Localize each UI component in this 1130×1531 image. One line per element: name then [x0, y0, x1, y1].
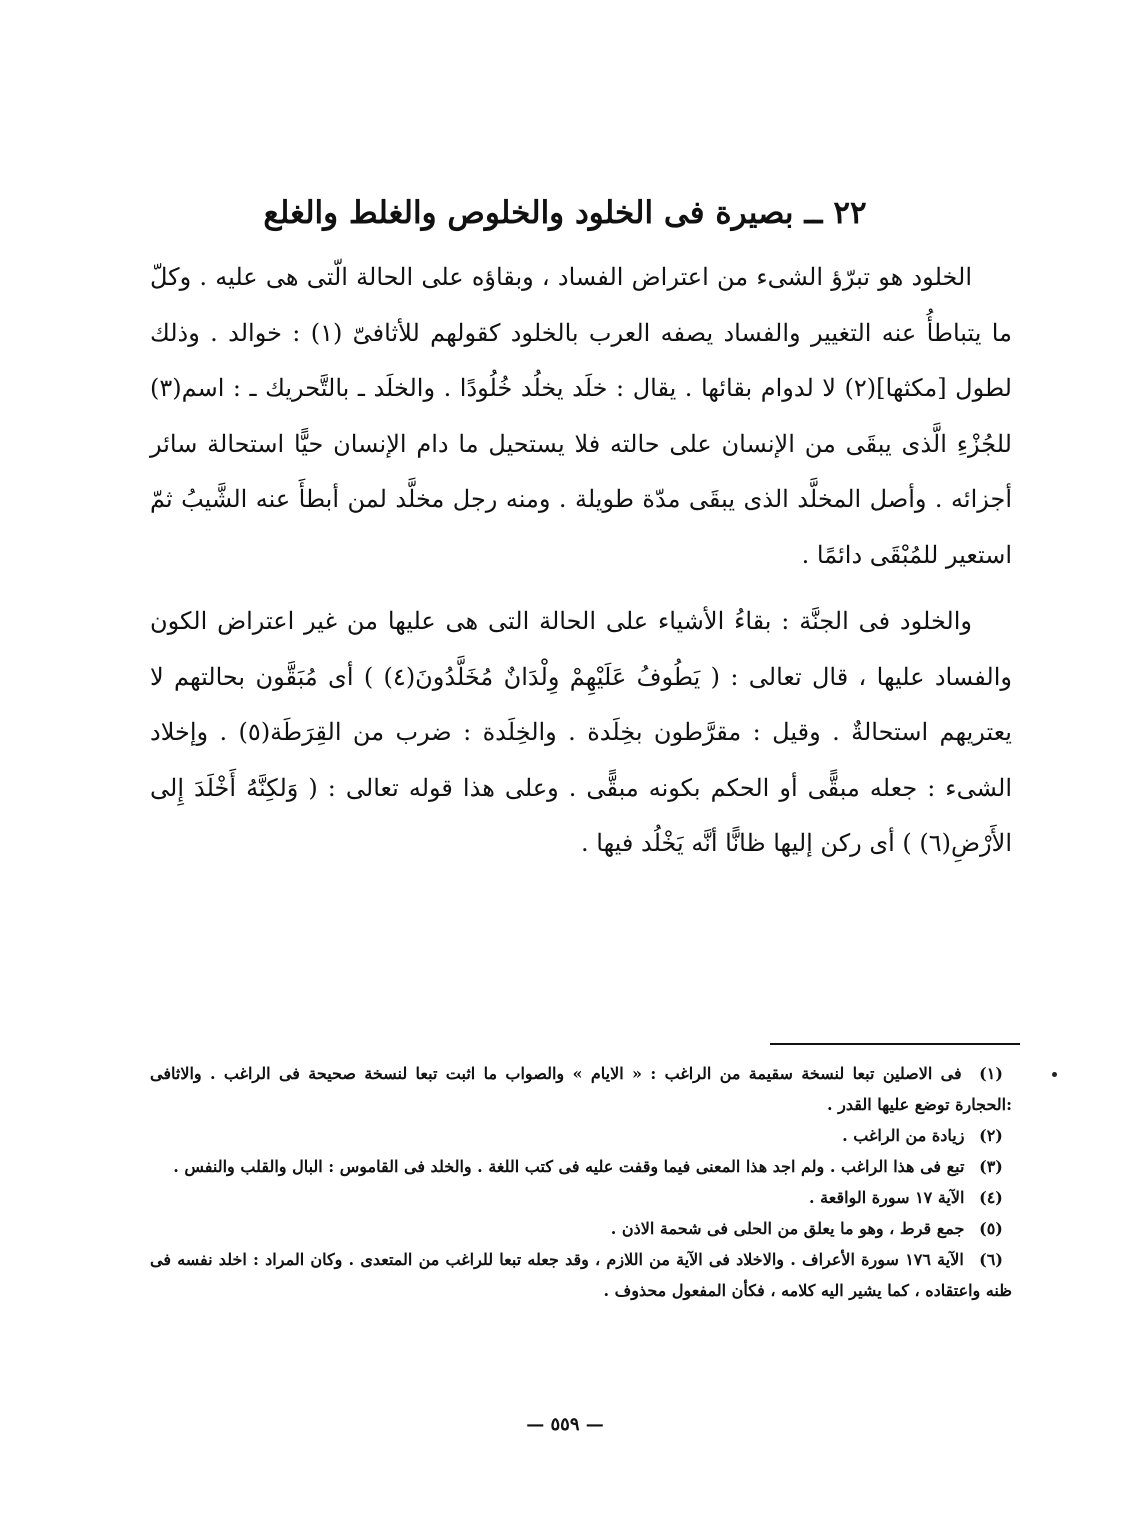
footnote-6 [150, 1244, 1012, 1306]
margin-mark [1052, 1072, 1057, 1077]
footnote-number: (٤) [979, 1188, 1003, 1207]
footnotes [150, 1058, 1012, 1306]
footnote-text: الآية ١٧٦ سورة الأعراف . والاخلاد فى الآية من اللازم ، وقد جعله تبعا للراغب من المتعدى . وكان المراد : اخلد نفسه فى ظنه واعتقاده ، كما يشير اليه كلامه ، فكأن المفعول محذوف . [150, 1250, 1012, 1300]
section-title: ٢٢ ــ بصيرة فى الخلود والخلوص والغلط والغلع [263, 195, 867, 231]
paragraph-2: والخلود فى الجنَّة : بقاءُ الأشياء على الحالة التى هى عليها من غير اعتراض الكون والفساد عليها ، قال تعالى : ( يَطُوفُ عَلَيْهِمْ وِلْدَانٌ مُخَلَّدُونَ(٤) ) أى مُبَقَّون بحالتهم لا يعتريهم استحالةٌ . وقيل : مقرَّطون بخِلَدة . والخِلَدة : ضرب من القِرَطَة(٥) . وإخلاد الشىء : جعله مبقًّى أو الحكم بكونه مبقًّى . وعلى هذا قوله تعالى : ( وَلكِنَّهُ أَخْلَدَ إِلى الأَرْضِ(٦) ) أى ركن إليها ظانًّا أنَّه يَخْلُد فيها . [150, 607, 1012, 857]
footnote-text: فى الاصلين تبعا لنسخة سقيمة من الراغب : « الايام » والصواب ما اثبت تبعا لنسخة صحيحة فى الراغب . والاثافى :الحجارة توضع عليها القدر . [150, 1064, 1012, 1114]
footnote-4 [150, 1182, 1012, 1213]
footnote-3 [150, 1151, 1012, 1182]
footnote-2 [150, 1120, 1012, 1151]
paragraph-1: الخلود هو تبرّؤ الشىء من اعتراض الفساد ، وبقاؤه على الحالة الّتى هى عليه . وكلّ ما يتباطأُ عنه التغيير والفساد يصفه العرب بالخلود كقولهم للأثافىّ (١) : خوالد . وذلك لطول [مكثها](٢) لا لدوام بقائها . يقال : خلَد يخلُد خُلُودًا . والخلَد ـ بالتَّحريك ـ : اسم(٣) للجُزْءِ الَّذى يبقَى من الإنسان على حالته فلا يستحيل ما دام الإنسان حيًّا استحالة سائر أجزائه . وأصل المخلَّد الذى يبقَى مدّة طويلة . ومنه رجل مخلَّد لمن أبطأَ عنه الشَّيبُ ثمّ استعير للمُبْقَى دائمًا . [150, 263, 1012, 569]
footnote-text: الآية ١٧ سورة الواقعة . [809, 1188, 965, 1207]
footnote-number: (١) [979, 1064, 1003, 1083]
footnote-number: (٢) [979, 1126, 1003, 1145]
footnote-number: (٣) [979, 1157, 1003, 1176]
footnote-text: جمع قرط ، وهو ما يعلق من الحلى فى شحمة الاذن . [610, 1219, 965, 1238]
footnote-text: زيادة من الراغب . [842, 1126, 965, 1145]
footnote-text: تبع فى هذا الراغب . ولم اجد هذا المعنى فيما وقفت عليه فى كتب اللغة . والخلد فى القاموس : البال والقلب والنفس . [173, 1157, 965, 1176]
footnote-separator [770, 1043, 1020, 1045]
footnote-number: (٦) [979, 1250, 1003, 1269]
main-text [150, 250, 1012, 872]
page-number: — ٥٥٩ — [526, 1414, 604, 1435]
footnote-number: (٥) [979, 1219, 1003, 1238]
footnote-1 [150, 1058, 1012, 1120]
footnote-5 [150, 1213, 1012, 1244]
